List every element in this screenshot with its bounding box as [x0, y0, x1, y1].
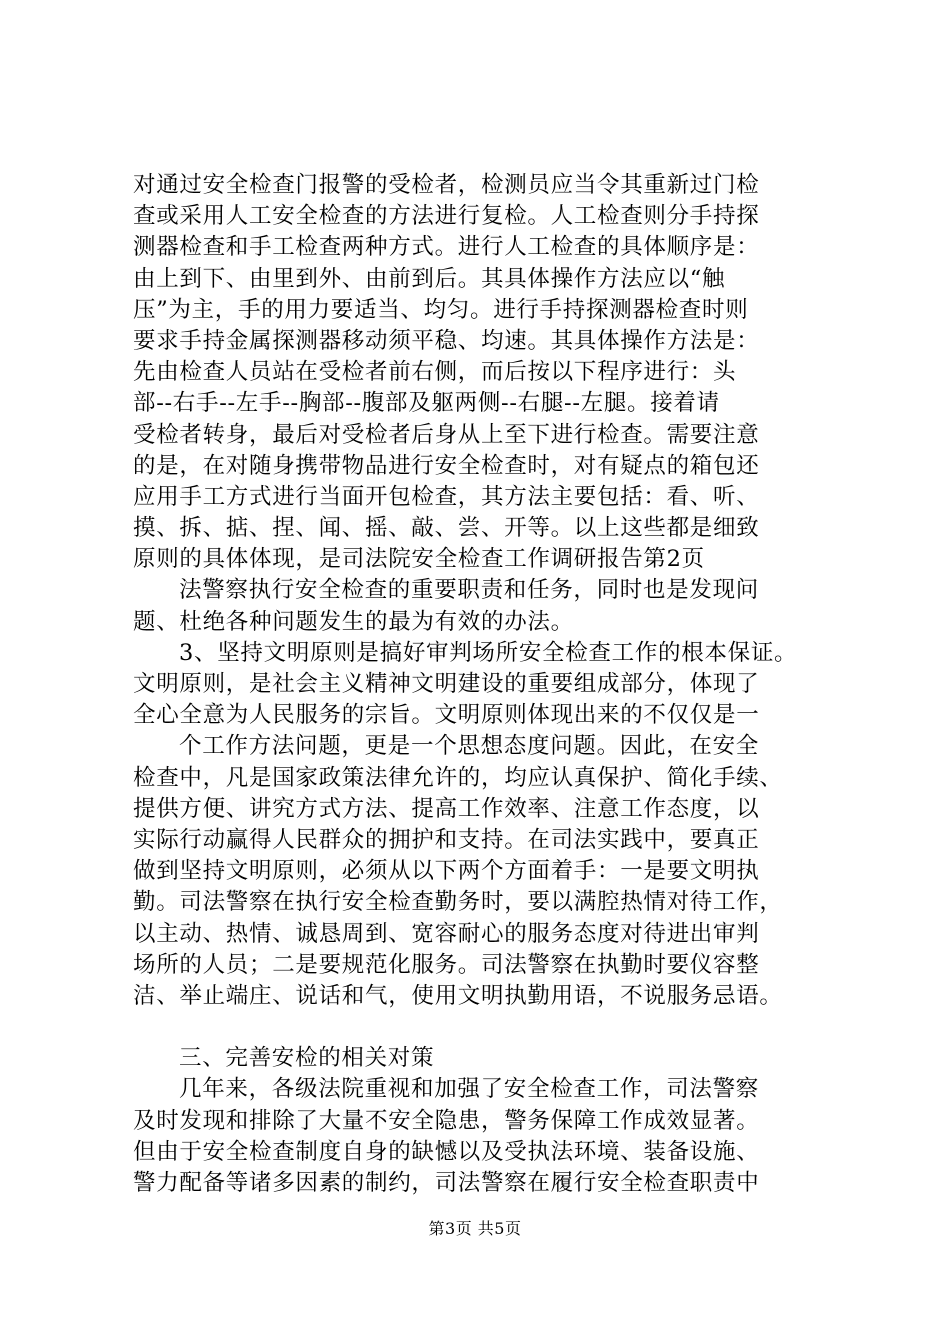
text-line: 应用手工方式进行当面开包检查，其方法主要包括：看、听、 [133, 483, 760, 510]
text-line: 及时发现和排除了大量不安全隐患，警务保障工作成效显著。 [133, 1107, 760, 1134]
text-line: 查或采用人工安全检查的方法进行复检。人工检查则分手持探 [133, 203, 760, 230]
text-line: 对通过安全检查门报警的受检者，检测员应当令其重新过门检 [133, 172, 760, 198]
text-line: 由上到下、由里到外、由前到后。其具体操作方法应以“触 [133, 265, 726, 292]
text-line: 测器检查和手工检查两种方式。进行人工检查的具体顺序是： [133, 234, 760, 261]
text-line: 做到坚持文明原则，必须从以下两个方面着手：一是要文明执 [133, 858, 760, 885]
section-heading: 三、完善安检的相关对策 [179, 1045, 435, 1072]
text-line: 的是，在对随身携带物品进行安全检查时，对有疑点的箱包还 [133, 452, 760, 479]
document-body [133, 170, 833, 1199]
text-line: 洁、举止端庄、说话和气，使用文明执勤用语，不说服务忌语。 [133, 982, 783, 1009]
blank-line [133, 1012, 833, 1043]
text-line: 摸、拆、掂、捏、闻、摇、敲、尝、开等。以上这些都是细致 [133, 515, 760, 542]
text-line: 实际行动赢得人民群众的拥护和支持。在司法实践中，要真正 [133, 826, 760, 853]
text-line: 要求手持金属探测器移动须平稳、均速。其具体操作方法是： [133, 327, 760, 354]
paragraph-start-line: 几年来，各级法院重视和加强了安全检查工作，司法警察 [179, 1076, 760, 1103]
text-line: 勤。司法警察在执行安全检查勤务时，要以满腔热情对待工作， [133, 889, 783, 916]
text-line: 场所的人员；二是要规范化服务。司法警察在执勤时要仪容整 [133, 951, 760, 978]
page-footer: 第3页 共5页 [428, 1219, 522, 1238]
text-line: 以主动、热情、诚恳周到、宽容耐心的服务态度对待进出审判 [133, 920, 760, 947]
text-line: 题、杜绝各种问题发生的最为有效的办法。 [133, 608, 574, 635]
text-line: 先由检查人员站在受检者前右侧，而后按以下程序进行：头 [133, 359, 737, 386]
paragraph-start-line: 法警察执行安全检查的重要职责和任务，同时也是发现问 [179, 577, 760, 604]
text-line: 警力配备等诸多因素的制约，司法警察在履行安全检查职责中 [133, 1170, 760, 1196]
text-line: 文明原则，是社会主义精神文明建设的重要组成部分，体现了 [133, 671, 760, 697]
paragraph-start-line: 3、坚持文明原则是搞好审判场所安全检查工作的根本保证。 [179, 639, 798, 666]
text-line: 全心全意为人民服务的宗旨。文明原则体现出来的不仅仅是一 [133, 702, 760, 729]
text-line: 原则的具体体现，是司法院安全检查工作调研报告第2页 [133, 546, 705, 573]
text-line: 检查中，凡是国家政策法律允许的，均应认真保护、简化手续、 [133, 764, 783, 791]
text-line: 但由于安全检查制度自身的缺憾以及受执法环境、装备设施、 [133, 1138, 760, 1165]
text-line: 受检者转身，最后对受检者后身从上至下进行检查。需要注意 [133, 421, 760, 448]
text-line: 压”为主，手的用力要适当、均匀。进行手持探测器检查时则 [133, 296, 749, 323]
text-line: 部--右手--左手--胸部--腹部及躯两侧--右腿--左腿。接着请 [133, 390, 720, 417]
text-line: 提供方便、讲究方式方法、提高工作效率、注意工作态度，以 [133, 795, 760, 822]
paragraph-start-line: 个工作方法问题，更是一个思想态度问题。因此，在安全 [179, 733, 760, 760]
